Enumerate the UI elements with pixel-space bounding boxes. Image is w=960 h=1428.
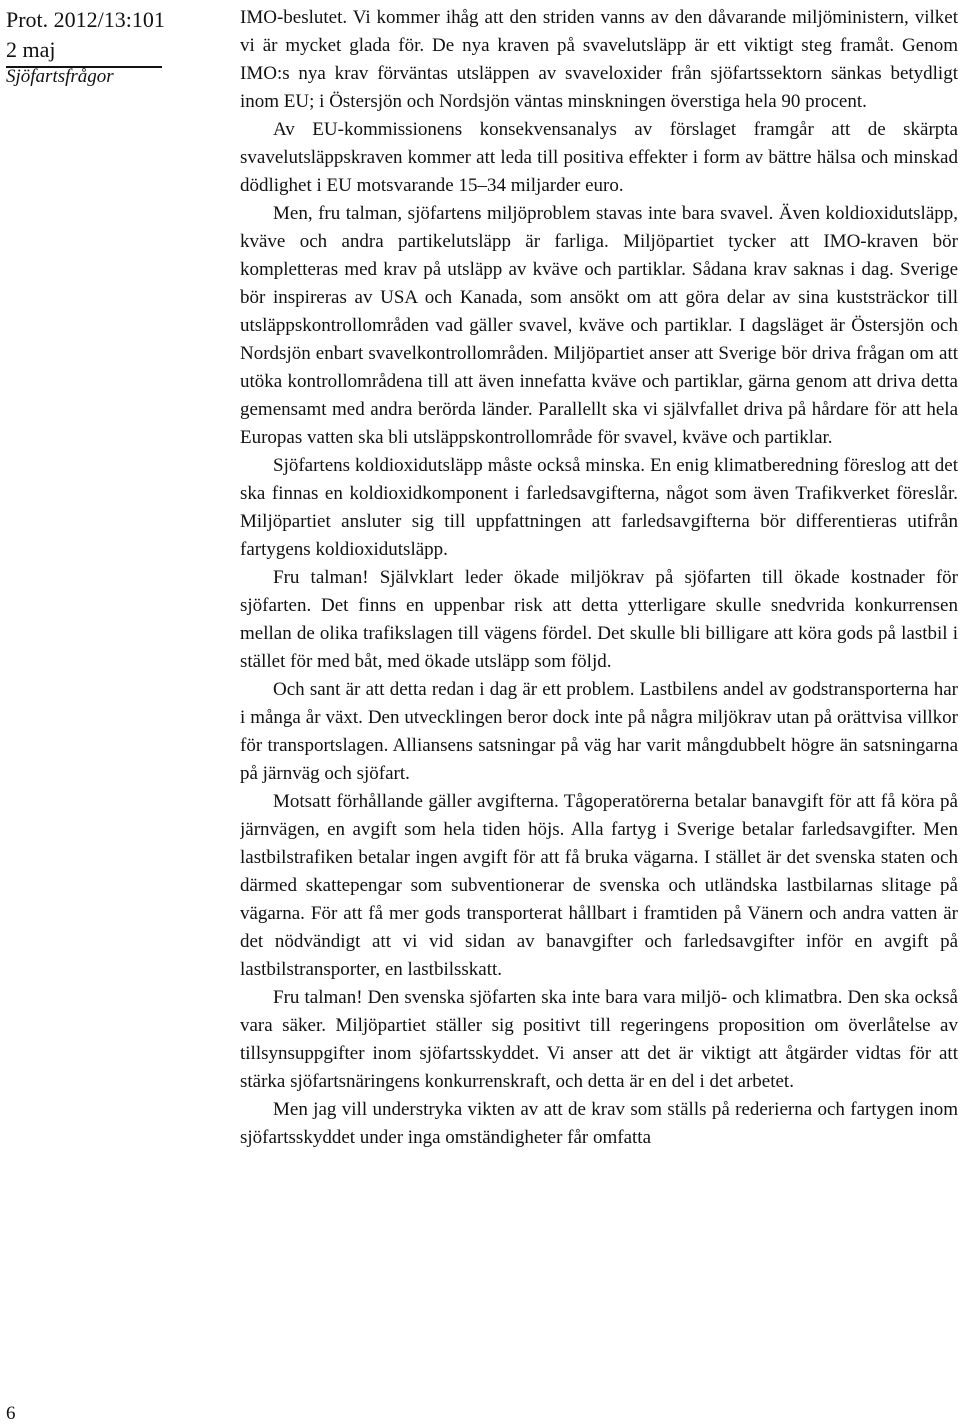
topic-label: Sjöfartsfrågor [6, 66, 114, 87]
protocol-number: Prot. 2012/13:101 [6, 7, 165, 32]
page-number: 6 [6, 1403, 16, 1424]
paragraph: Fru talman! Självklart leder ökade miljökrav på sjöfarten till ökade kostnader för sjöfarten. Det finns en uppenbar risk att detta ytterligare skulle snedvrida konkurrensen mellan de olika trafikslagen till vägens fördel. Det skulle bli billigare att köra gods på lastbil i stället för med båt, med ökade utsläpp som följd. [240, 567, 958, 672]
paragraph: Men jag vill understryka vikten av att de krav som ställs på rederierna och fartygen inom sjöfartsskyddet under inga omständigheter får omfatta [240, 1099, 958, 1148]
paragraph: Men, fru talman, sjöfartens miljöproblem stavas inte bara svavel. Även koldioxidutsläpp, kväve och andra partikelutsläpp är farliga. Miljöpartiet tycker att IMO-kraven bör kompletteras med krav på utsläpp av kväve och partiklar. Sådana krav saknas i dag. Sverige bör inspireras av USA och Kanada, som ansökt om att göra delar av sina kuststräckor till utsläppskontrollområden vad gäller svavel, kväve och partiklar. I dagsläget är Östersjön och Nordsjön enbart svavelkontrollområden. Miljöpartiet anser att Sverige bör driva frågan om att utöka kontrollområdena till att även innefatta kväve och partiklar, gärna genom att driva detta gemensamt med andra berörda länder. Parallellt ska vi självfallet driva på hårdare för att hela Europas vatten ska bli utsläppskontrollområde för svavel, kväve och partiklar. [240, 203, 958, 448]
session-date: 2 maj [6, 37, 56, 62]
paragraph: Av EU-kommissionens konsekvensanalys av förslaget framgår att de skärpta svavelutsläppskraven kommer att leda till positiva effekter i form av bättre hälsa och minskad dödlighet i EU motsvarande 15–34 miljarder euro. [240, 119, 958, 196]
paragraph: IMO-beslutet. Vi kommer ihåg att den striden vanns av den dåvarande miljöministern, vilket vi är mycket glada för. De nya kraven på svavelutsläpp är ett viktigt steg framåt. Genom IMO:s nya krav förväntas utsläppen av svaveloxider från sjöfartssektorn sänkas betydligt inom EU; i Östersjön och Nordsjön väntas minskningen överstiga hela 90 procent. [240, 7, 958, 112]
speech-text [240, 4, 958, 1428]
paragraph: Fru talman! Den svenska sjöfarten ska inte bara vara miljö- och klimatbra. Den ska också vara säker. Miljöpartiet ställer sig positivt till regeringens proposition om överlåtelse av tillsynsuppgifter inom sjöfartsskyddet. Vi anser att det är viktigt att åtgärder vidtas för att stärka sjöfartsnäringens konkurrenskraft, och detta är en del i det arbetet. [240, 987, 958, 1092]
margin-column [0, 0, 222, 1428]
paragraph: Motsatt förhållande gäller avgifterna. Tågoperatörerna betalar banavgift för att få köra på järnvägen, en avgift som hela tiden höjs. Alla fartyg i Sverige betalar farledsavgifter. Men lastbilstrafiken betalar ingen avgift för att få bruka vägarna. I stället är det svenska staten och därmed skattepengar som subventionerar de svenska och utländska lastbilarnas slitage på vägarna. För att få mer gods transporterat hållbart i framtiden på Vänern och andra vatten är det nödvändigt att vi vid sidan av banavgifter och farledsavgifter inför en avgift på lastbilstransporter, en lastbilsskatt. [240, 791, 958, 980]
paragraph: Sjöfartens koldioxidutsläpp måste också minska. En enig klimatberedning föreslog att det ska finnas en koldioxidkomponent i farledsavgifterna, något som även Trafikverket föreslår. Miljöpartiet ansluter sig till uppfattningen att farledsavgifterna bör differentieras utifrån fartygens koldioxidutsläpp. [240, 455, 958, 560]
paragraph: Och sant är att detta redan i dag är ett problem. Lastbilens andel av godstransporterna har i många år växt. Den utvecklingen beror dock inte på några miljökrav utan på orättvisa villkor för transportslagen. Alliansens satsningar på väg har varit mångdubbelt högre än satsningarna på järnväg och sjöfart. [240, 679, 958, 784]
